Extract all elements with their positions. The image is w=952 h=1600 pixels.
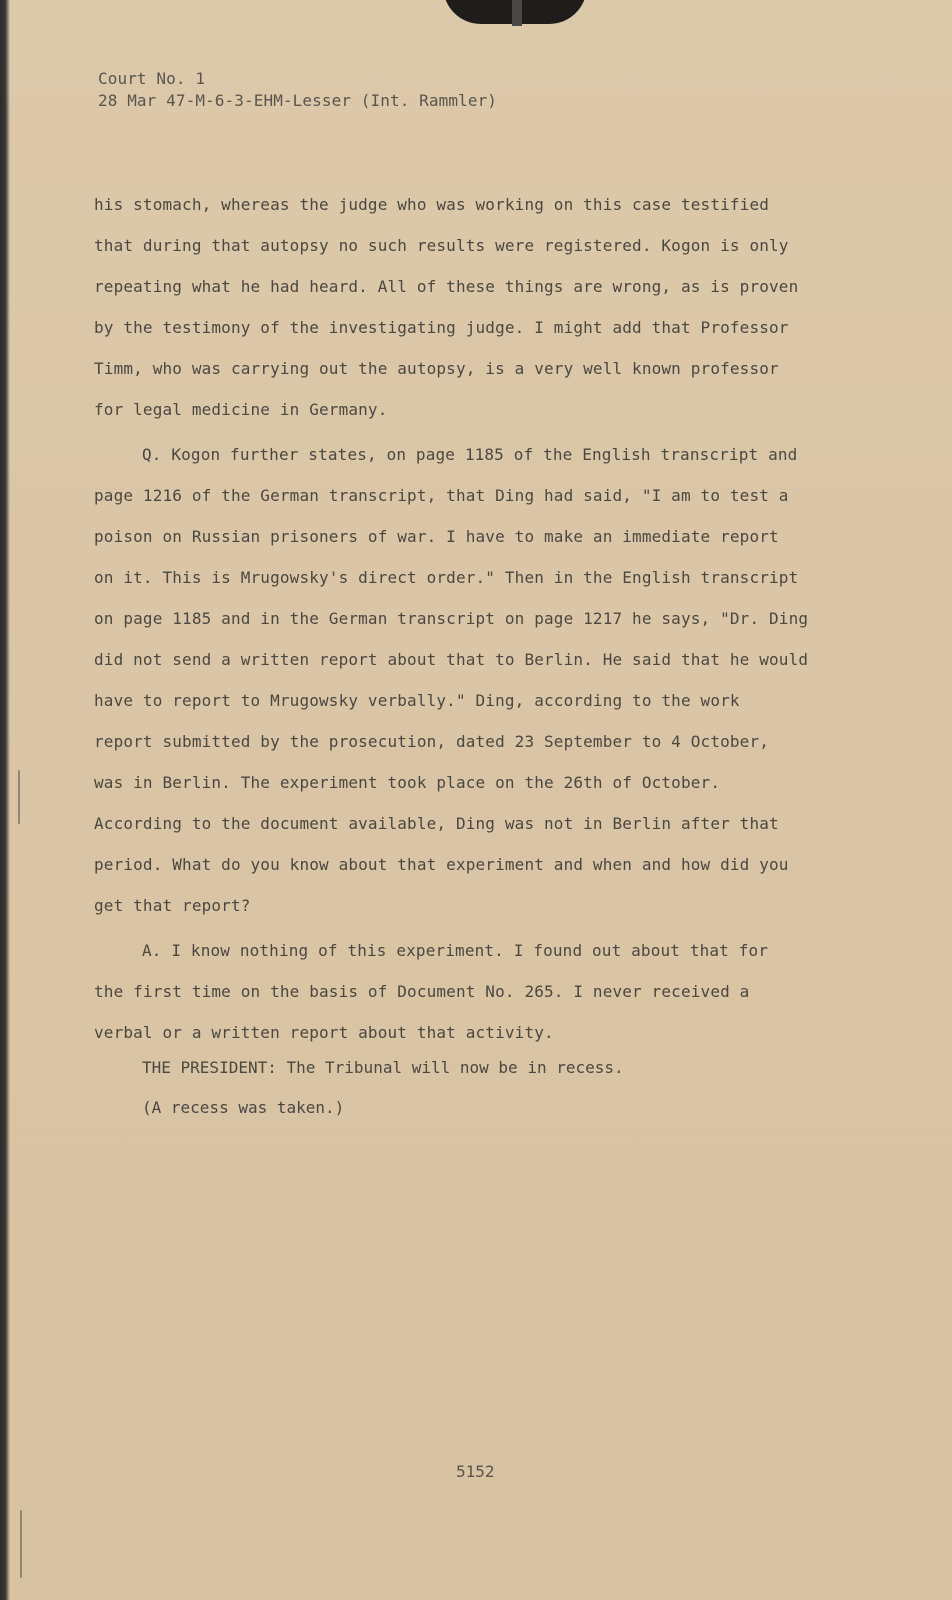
testimony-paragraph-1: his stomach, whereas the judge who was working on this case testified that during that autopsy no such results were registered. Kogon is only repeating what he had heard. All of these things are wrong, as is proven by the testimony of the investigating judge. I might add that Professor Timm, who was carrying out the autopsy, is a very well known professor for legal medicine in Germany. <box>94 195 799 419</box>
page-number: 5152 <box>456 1462 495 1481</box>
binder-clip-notch <box>512 0 522 26</box>
paper-tear-mark <box>20 1510 22 1578</box>
binding-edge <box>0 0 10 1600</box>
president-statement: THE PRESIDENT: The Tribunal will now be in recess. <box>142 1058 624 1077</box>
question-paragraph: Q. Kogon further states, on page 1185 of the English transcript and page 1216 of the German transcript, that Ding had said, "I am to test a poison on Russian prisoners of war. I have to make an immediate report on it. This is Mrugowsky's direct order." Then in the English transcript on page 1185 and in the German transcript on page 1217 he says, "Dr. Ding did not send a written report about that to Berlin. He said that he would have to report to Mrugowsky verbally." Ding, according to the work report submitted by the prosecution, dated 23 September to 4 October, was in Berlin. The experiment took place on the 26th of October. According to the document available, Ding was not in Berlin after that period. What do you know about that experiment and when and how did you get that report? <box>94 445 809 915</box>
court-number: Court No. 1 <box>98 69 206 88</box>
case-reference: 28 Mar 47-M-6-3-EHM-Lesser (Int. Rammler) <box>98 91 498 110</box>
answer-paragraph: A. I know nothing of this experiment. I found out about that for the first time on the basis of Document No. 265. I never received a verbal or a written report about that activity. <box>94 941 769 1042</box>
paper-tear-mark <box>18 770 20 824</box>
recess-note: (A recess was taken.) <box>142 1098 345 1117</box>
